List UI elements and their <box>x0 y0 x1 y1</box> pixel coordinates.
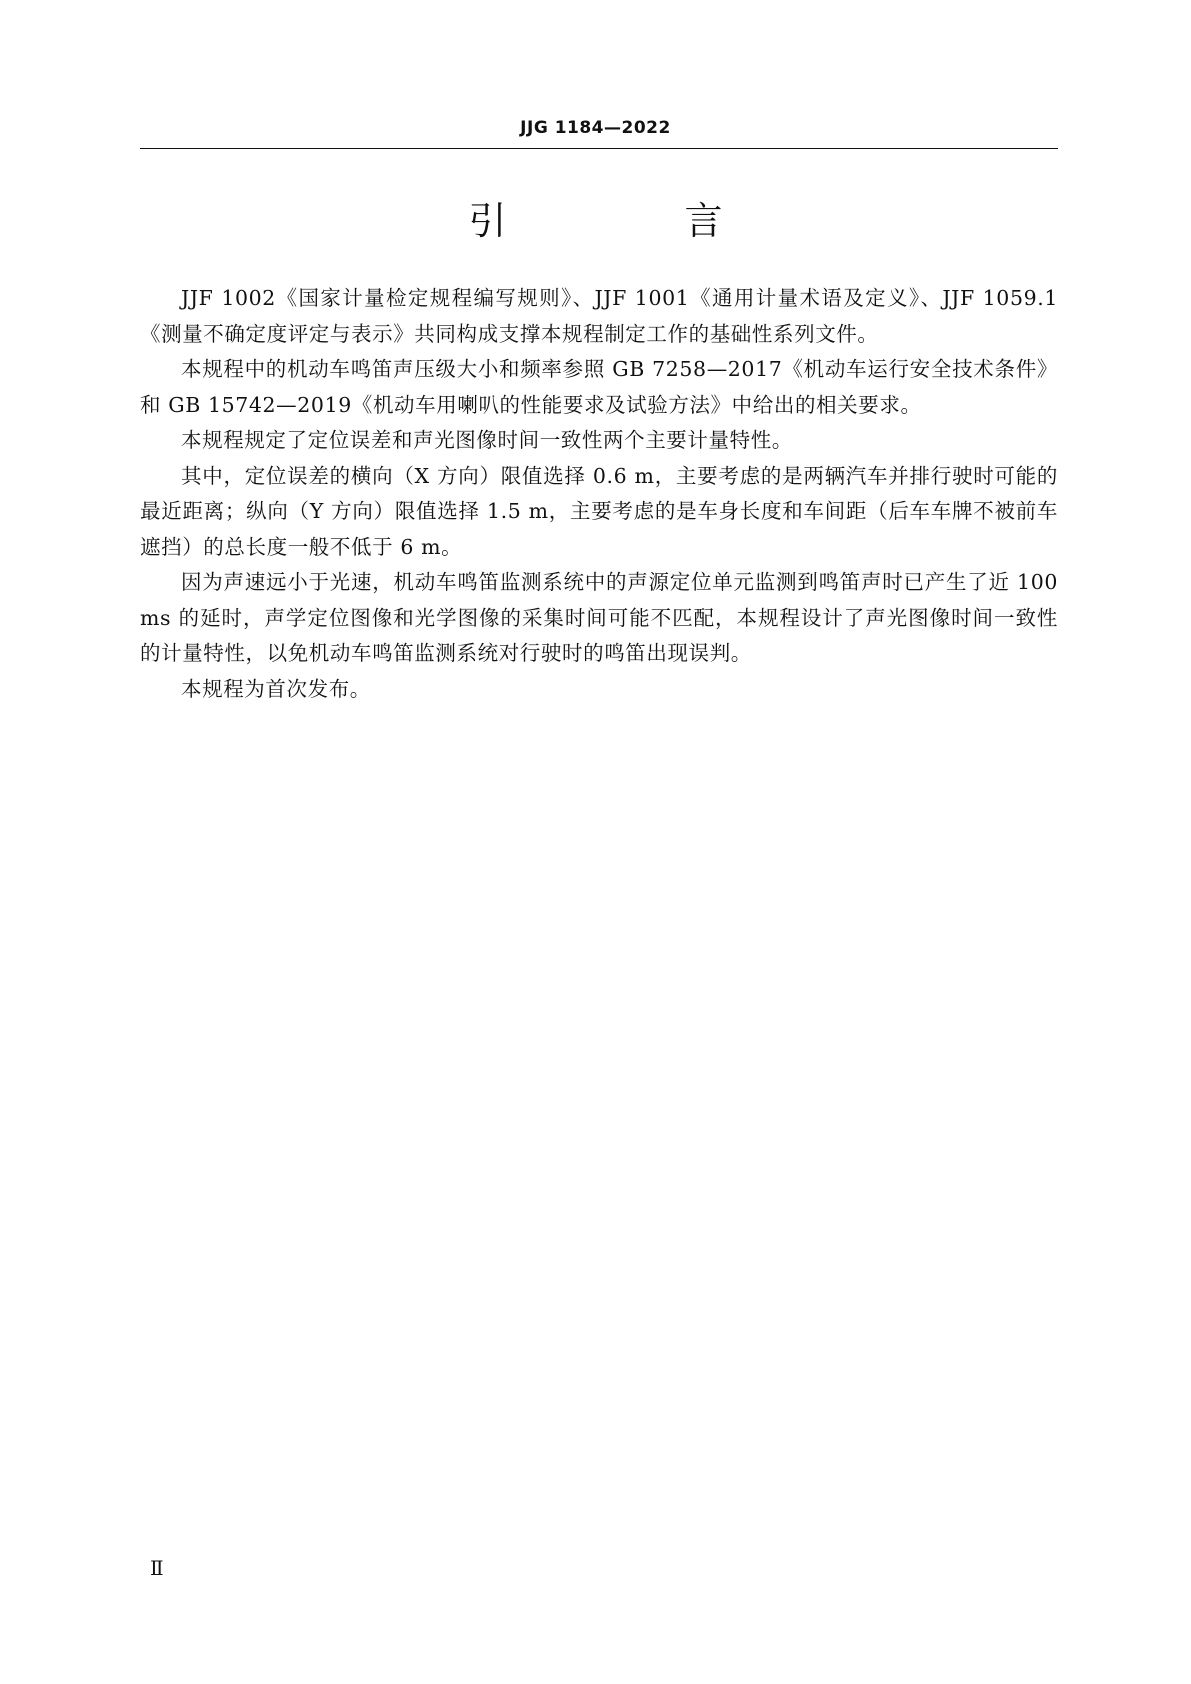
page-number: Ⅱ <box>150 1556 164 1580</box>
paragraph: JJF 1002《国家计量检定规程编写规则》、JJF 1001《通用计量术语及定义》、JJF 1059.1《测量不确定度评定与表示》共同构成支撑本规程制定工作的基础性系列文件。 <box>140 286 1058 346</box>
paragraph: 因为声速远小于光速，机动车鸣笛监测系统中的声源定位单元监测到鸣笛声时已产生了近 100 ms 的延时，声学定位图像和光学图像的采集时间可能不匹配，本规程设计了声光图像时间一致性的计量特性，以免机动车鸣笛监测系统对行驶时的鸣笛出现误判。 <box>140 570 1058 665</box>
paragraph: 其中，定位误差的横向（X 方向）限值选择 0.6 m，主要考虑的是两辆汽车并排行驶时可能的最近距离；纵向（Y 方向）限值选择 1.5 m，主要考虑的是车身长度和车间距（后车车牌不被前车遮挡）的总长度一般不低于 6 m。 <box>140 463 1058 559</box>
page-title: 引 言 <box>468 199 793 243</box>
paragraph: 本规程中的机动车鸣笛声压级大小和频率参照 GB 7258—2017《机动车运行安全技术条件》和 GB 15742—2019《机动车用喇叭的性能要求及试验方法》中给出的相关要求。 <box>140 357 1058 417</box>
standard-code-header: JJG 1184—2022 <box>520 118 671 138</box>
body-text <box>140 281 1058 707</box>
paragraph: 本规程为首次发布。 <box>181 676 371 701</box>
paragraph: 本规程规定了定位误差和声光图像时间一致性两个主要计量特性。 <box>181 428 793 452</box>
header-rule <box>140 148 1058 149</box>
